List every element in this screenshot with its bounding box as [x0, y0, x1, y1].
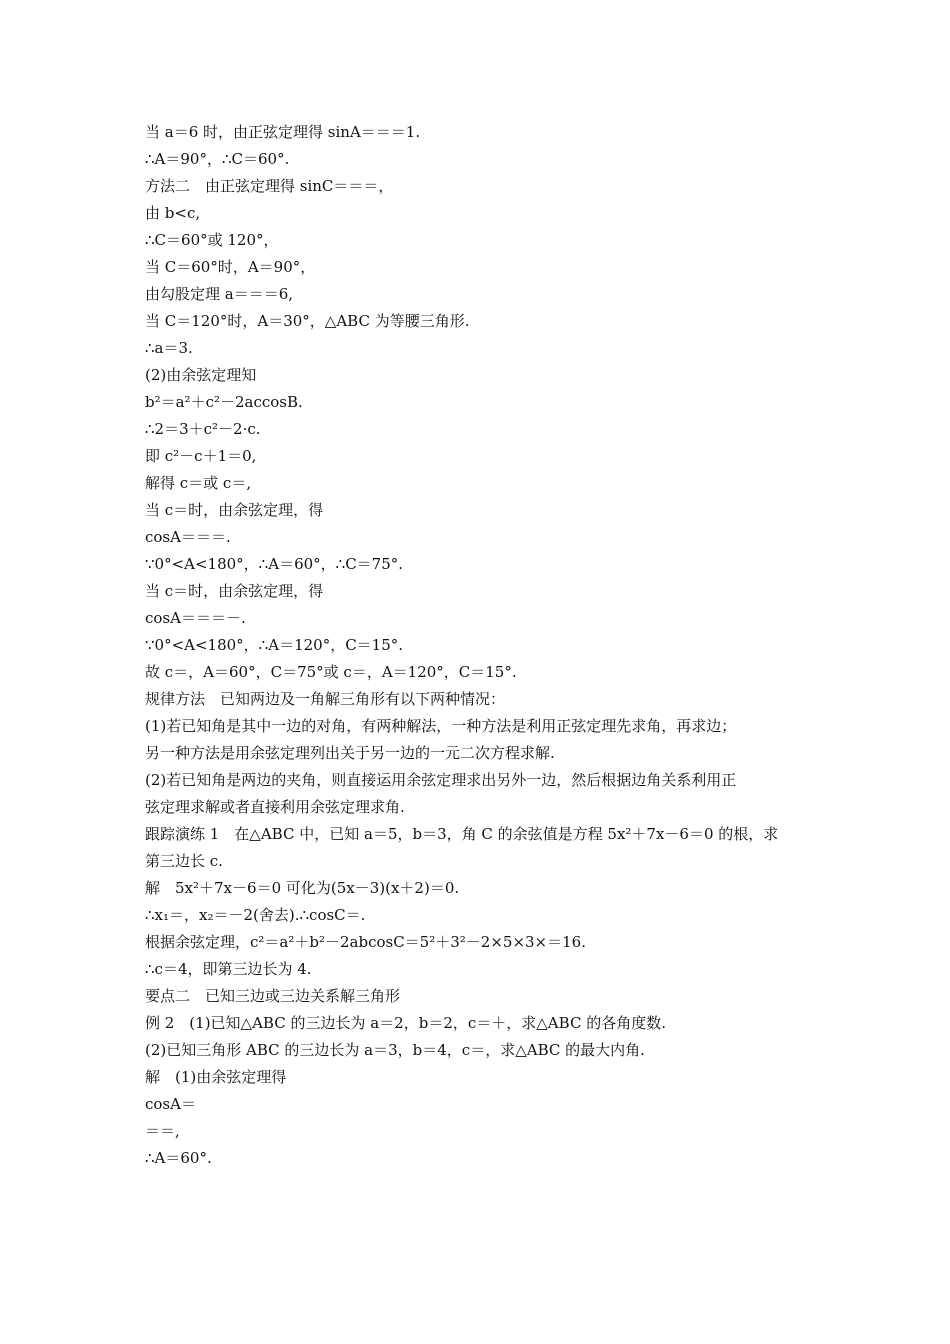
text-line: ∴A＝60°.: [145, 1149, 212, 1167]
text-line: (2)由余弦定理知: [145, 366, 257, 384]
text-line: 根据余弦定理，c²＝a²＋b²－2abcosC＝5²＋3²－2×5×3×＝16.: [145, 933, 586, 951]
text-line: b²＝a²＋c²－2accosB.: [145, 393, 303, 411]
text-line: 解 5x²＋7x－6＝0 可化为(5x－3)(x＋2)＝0.: [145, 879, 460, 897]
text-line: cosA＝＝＝.: [145, 528, 231, 546]
text-line: (1)若已知角是其中一边的对角，有两种解法，一种方法是利用正弦定理先求角，再求边；: [145, 717, 737, 735]
text-line: ∴C＝60°或 120°，: [145, 231, 279, 249]
text-line: 第三边长 c.: [145, 852, 223, 870]
text-line: 故 c＝，A＝60°，C＝75°或 c＝，A＝120°，C＝15°.: [145, 663, 517, 681]
text-line: ∵0°<A<180°，∴A＝120°，C＝15°.: [145, 636, 404, 654]
text-line: 另一种方法是用余弦定理列出关于另一边的一元二次方程求解.: [145, 744, 555, 762]
text-line: ∴c＝4，即第三边长为 4.: [145, 960, 312, 978]
text-line: (2)若已知角是两边的夹角，则直接运用余弦定理求出另外一边，然后根据边角关系利用正: [145, 771, 737, 789]
text-line: 方法二 由正弦定理得 sinC＝＝＝，: [145, 177, 394, 195]
text-line: ＝＝,: [145, 1122, 180, 1140]
text-line: 由勾股定理 a＝＝＝6,: [145, 285, 294, 303]
section-heading: 要点二 已知三边或三边关系解三角形: [145, 987, 401, 1005]
text-line: ∴a＝3.: [145, 339, 193, 357]
example-prompt: 例 2 (1)已知△ABC 的三边长为 a＝2，b＝2，c＝＋，求△ABC 的各角度数.: [145, 1014, 666, 1032]
document-body: [145, 119, 815, 1172]
text-line: 当 a＝6 时，由正弦定理得 sinA＝＝＝1.: [145, 123, 421, 141]
text-line: cosA＝: [145, 1095, 196, 1113]
section-heading: 规律方法 已知两边及一角解三角形有以下两种情况：: [145, 690, 506, 708]
text-line: 当 C＝120°时，A＝30°，△ABC 为等腰三角形.: [145, 312, 470, 330]
exercise-prompt: 跟踪演练 1 在△ABC 中，已知 a＝5，b＝3，角 C 的余弦值是方程 5x²＋7x－6＝0 的根，求: [145, 825, 779, 843]
text-line: 当 C＝60°时，A＝90°，: [145, 258, 316, 276]
text-line: 当 c＝时，由余弦定理，得: [145, 582, 324, 600]
text-line: ∵0°<A<180°，∴A＝60°，∴C＝75°.: [145, 555, 404, 573]
text-line: ∴A＝90°，∴C＝60°.: [145, 150, 290, 168]
text-line: 即 c²－c＋1＝0,: [145, 447, 257, 465]
text-line: ∴x₁＝，x₂＝－2(舍去).∴cosC＝.: [145, 906, 366, 924]
text-line: 当 c＝时，由余弦定理，得: [145, 501, 324, 519]
text-line: cosA＝＝＝－.: [145, 609, 246, 627]
text-line: ∴2＝3＋c²－2·c.: [145, 420, 261, 438]
text-line: 弦定理求解或者直接利用余弦定理求角.: [145, 798, 405, 816]
text-line: 解得 c＝或 c＝,: [145, 474, 252, 492]
text-line: (2)已知三角形 ABC 的三边长为 a＝3，b＝4，c＝，求△ABC 的最大内角.: [145, 1041, 645, 1059]
text-line: 由 b<c,: [145, 204, 201, 222]
text-line: 解 (1)由余弦定理得: [145, 1068, 287, 1086]
